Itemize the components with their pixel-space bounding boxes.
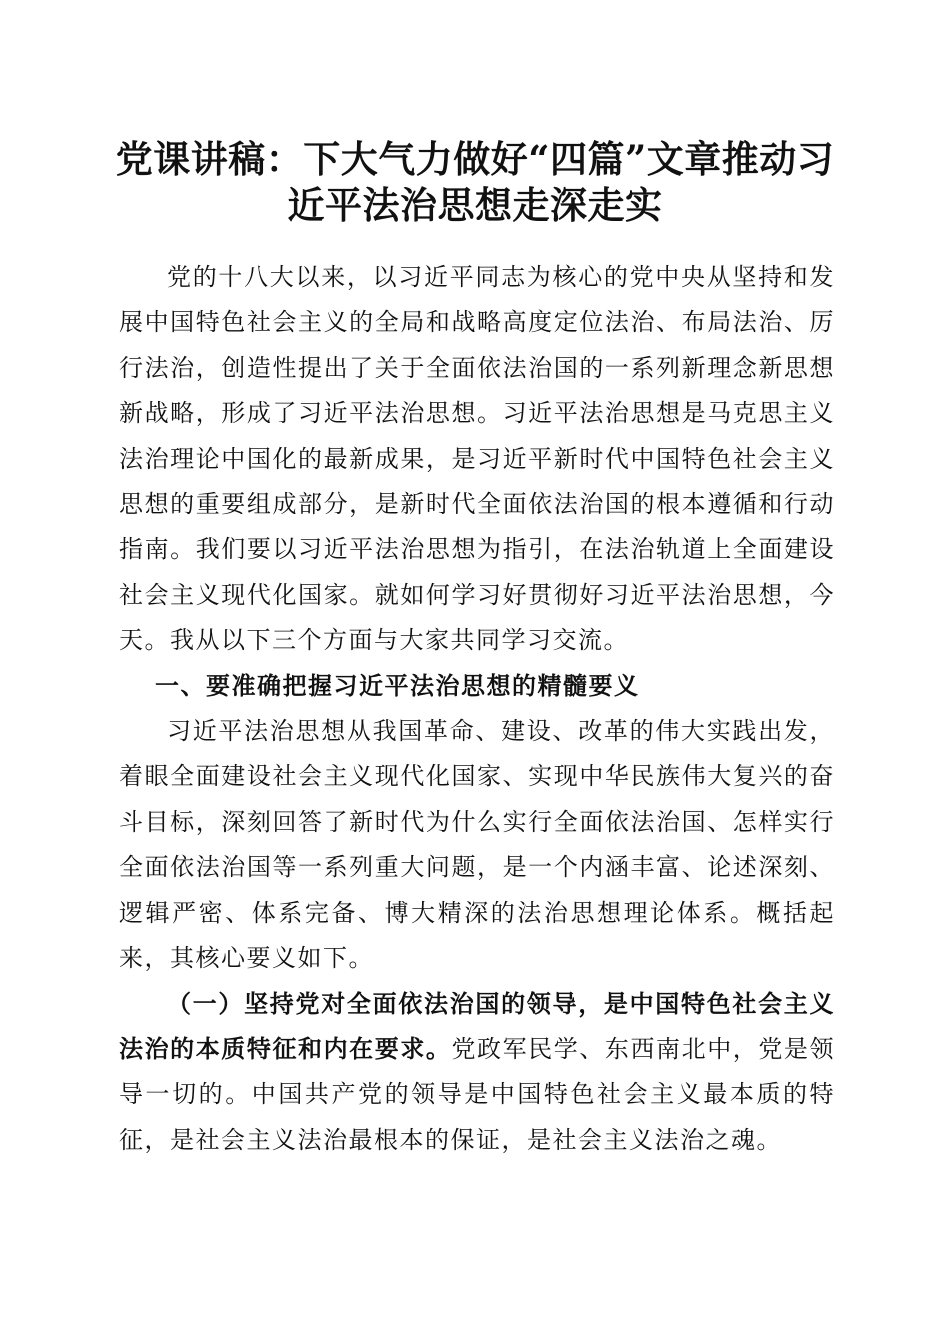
section-heading-1: 一、要准确把握习近平法治思想的精髓要义 [155, 671, 640, 700]
intro-paragraph: 党的十八大以来，以习近平同志为核心的党中央从坚持和发展中国特色社会主义的全局和战略高度定位法治、布局法治、厉行法治，创造性提出了关于全面依法治国的一系列新理念新思想新战略，形成了习近平法治思想。习近平法治思想是马克思主义法治理论中国化的最新成果，是习近平新时代中国特色社会主义思想的重要组成部分，是新时代全面依法治国的根本遵循和行动指南。我们要以习近平法治思想为指引，在法治轨道上全面建设社会主义现代化国家。就如何学习好贯彻好习近平法治思想，今天。我从以下三个方面与大家共同学习交流。 [119, 263, 835, 655]
subsection-paragraph [119, 982, 835, 1164]
subsection-body: 党政军民学、东西南北中，党是领导一切的。中国共产党的领导是中国特色社会主义最本质的特征，是社会主义法治最根本的保证，是社会主义法治之魂。 [119, 1034, 836, 1154]
document-body [119, 255, 835, 1163]
section-1-paragraph: 习近平法治思想从我国革命、建设、改革的伟大实践出发，着眼全面建设社会主义现代化国家、实现中华民族伟大复兴的奋斗目标，深刻回答了新时代为什么实行全面依法治国、怎样实行全面依法治国等一系列重大问题，是一个内涵丰富、论述深刻、逻辑严密、体系完备、博大精深的法治思想理论体系。概括起来，其核心要义如下。 [119, 717, 835, 973]
document-title [110, 136, 840, 228]
title-line-1: 党课讲稿：下大气力做好“四篇”文章推动习 [115, 137, 835, 181]
subsection-lead: （一）坚持党对全面依法治国的领导，是中国特色社会主义法治的本质特征和内在要求。 [119, 989, 835, 1063]
title-line-2: 近平法治思想走深走实 [287, 183, 663, 227]
